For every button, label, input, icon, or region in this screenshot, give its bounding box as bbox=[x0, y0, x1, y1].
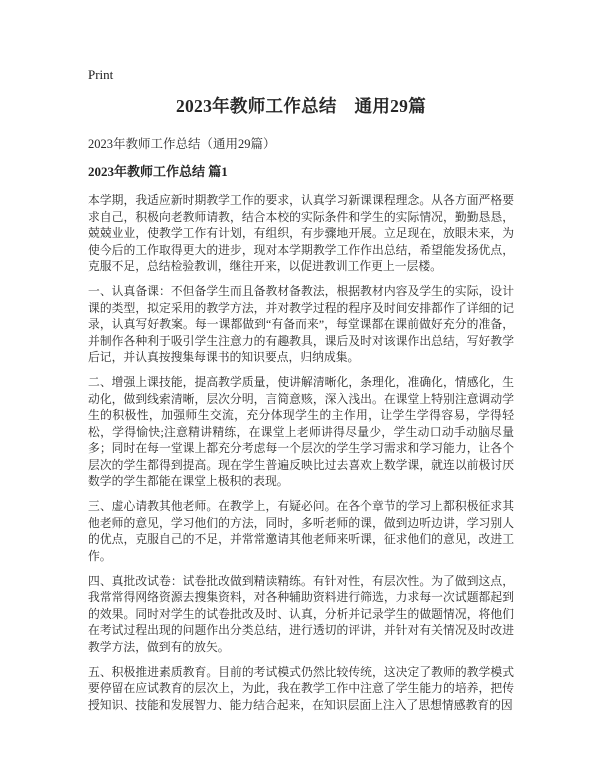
paragraph-point-4: 四、真批改试卷：试卷批改做到精读精练。有针对性，有层次性。为了做到这点，我常常得网络资源去搜集资料，对各种辅助资料进行筛选，力求每一次试题都起到的效果。同时对学生的试卷批改及时、认真，分析并记录学生的做题情况，将他们在考试过程出现的问题作出分类总结，进行透切的评讲，并针对有关情况及时改进教学方法，做到有的放矢。 bbox=[88, 573, 514, 654]
paragraph-point-1: 一、认真备课：不但备学生而且备教材备教法，根据教材内容及学生的实际，设计课的类型，拟定采用的教学方法，并对教学过程的程序及时间安排都作了详细的记录，认真写好教案。每一课都做到“有备而来”，每堂课都在课前做好充分的准备，并制作各种利于吸引学生注意力的有趣教具，课后及时对该课作出总结，写好教学后记，并认真按搜集每课书的知识要点，归纳成集。 bbox=[88, 284, 514, 364]
document-subtitle: 2023年教师工作总结（通用29篇） bbox=[88, 137, 276, 151]
section-heading: 2023年教师工作总结 篇1 bbox=[88, 164, 228, 179]
paragraph-point-5: 五、积极推进素质教育。目前的考试模式仍然比较传统，这决定了教师的教学模式要停留在应试教育的层次上，为此，我在教学工作中注意了学生能力的培养，把传授知识、技能和发展智力、能力结合起来，在知识层面上注入了思想情感教育的因 bbox=[88, 664, 514, 712]
print-link[interactable]: Print bbox=[88, 67, 114, 82]
document-body bbox=[88, 192, 514, 713]
paragraph-point-2: 二、增强上课技能，提高教学质量，使讲解清晰化，条理化，准确化，情感化，生动化，做到线索清晰，层次分明，言简意赅，深入浅出。在课堂上特别注意调动学生的积极性，加强师生交流，充分体现学生的主作用，让学生学得容易，学得轻松，学得愉快;注意精讲精练，在课堂上老师讲得尽量少，学生动口动手动脑尽量多；同时在每一堂课上都充分考虑每一个层次的学生学习需求和学习能力，让各个层次的学生都得到提高。现在学生普遍反映比过去喜欢上数学课，就连以前极讨厌数学的学生都能在课堂上极积的表现。 bbox=[88, 375, 514, 488]
paragraph-point-3: 三、虚心请教其他老师。在教学上，有疑必问。在各个章节的学习上都积极征求其他老师的意见，学习他们的方法，同时，多听老师的课，做到边听边讲，学习别人的优点，克服自己的不足，并常常邀请其他老师来听课，征求他们的意见，改进工作。 bbox=[88, 499, 514, 563]
paragraph-intro: 本学期，我适应新时期教学工作的要求，认真学习新课课程理念。从各方面严格要求自己，积极向老教师请教，结合本校的实际条件和学生的实际情况，勤勤恳恳，兢兢业业，使教学工作有计划，有组织，有步骤地开展。立足现在，放眼未来，为使今后的工作取得更大的进步，现对本学期教学工作作出总结，希望能发扬优点，克服不足，总结检验教训，继往开来，以促进教训工作更上一层楼。 bbox=[88, 193, 514, 273]
page-title: 2023年教师工作总结 通用29篇 bbox=[175, 96, 427, 116]
